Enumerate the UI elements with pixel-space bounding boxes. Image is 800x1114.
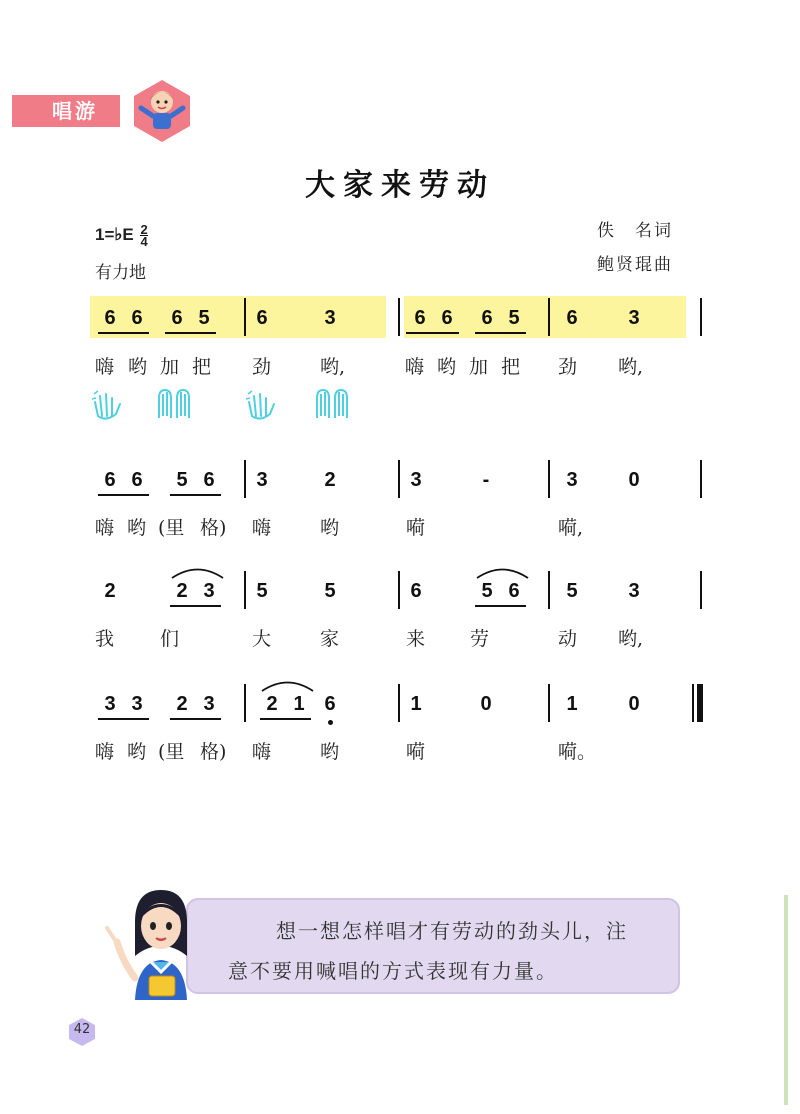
lyric-word: 们 [160, 628, 180, 650]
song-title: 大家来劳动 [305, 168, 495, 203]
bar-line [548, 684, 550, 722]
note: 6 [481, 307, 493, 329]
note: 1 [410, 693, 422, 715]
note: 6 [131, 469, 143, 491]
lyric-word: 哟 [320, 741, 340, 763]
lyric-word: (里 [158, 517, 185, 539]
note: 1 [566, 693, 578, 715]
page-edge-strip [784, 895, 788, 1105]
note: 3 [104, 693, 116, 715]
note: 6 [508, 580, 520, 602]
section-tag-label: 唱游 [52, 99, 98, 123]
clap-gesture-icon [90, 388, 126, 422]
lyric-word: 嗨 [95, 356, 115, 378]
note: 6 [171, 307, 183, 329]
note: - [482, 469, 490, 491]
girl-character-icon [105, 882, 215, 1000]
note: 2 [324, 469, 336, 491]
lyric-word: 哟 [127, 741, 147, 763]
lyric-word: 嗨 [252, 517, 272, 539]
note: 2 [176, 580, 188, 602]
clap-gesture-icon [244, 388, 280, 422]
note: 3 [628, 307, 640, 329]
time-signature-top: 2 [140, 222, 148, 237]
lyric-word: 嗨 [95, 741, 115, 763]
note: 2 [104, 580, 116, 602]
note: 5 [566, 580, 578, 602]
note: 6 [131, 307, 143, 329]
bar-line [548, 571, 550, 609]
note: 6 [566, 307, 578, 329]
lyric-word: 把 [501, 356, 521, 378]
composer-credit: 鲍贤琨曲 [597, 255, 673, 275]
bar-line [700, 460, 702, 498]
tip-text-line-1: 想一想怎样唱才有劳动的劲头儿，注 [276, 919, 628, 943]
final-bar-thick [697, 684, 703, 722]
low-octave-dot [328, 720, 333, 725]
lyric-word: 嗬 [406, 517, 426, 539]
beam-underline [98, 718, 149, 720]
note: 6 [410, 580, 422, 602]
final-bar-thin [692, 684, 694, 722]
key-signature: 1=♭E $\frac{2}{4}$ [95, 222, 148, 249]
note: 5 [198, 307, 210, 329]
note: 3 [410, 469, 422, 491]
lyric-word: 嗨 [95, 517, 115, 539]
lyricist-credit: 佚 名词 [597, 221, 673, 241]
lyric-word: 格) [200, 517, 227, 539]
note: 1 [293, 693, 305, 715]
lyric-word: 哟 [127, 517, 147, 539]
note: 5 [508, 307, 520, 329]
note: 5 [176, 469, 188, 491]
beam-underline [475, 332, 526, 334]
tempo-marking: 有力地 [95, 263, 146, 283]
bar-line [398, 571, 400, 609]
beam-underline [260, 718, 311, 720]
note: 3 [203, 580, 215, 602]
lyric-word: 嗨 [252, 741, 272, 763]
bar-line [244, 684, 246, 722]
bar-line [398, 460, 400, 498]
lyric-word: 把 [192, 356, 212, 378]
lyric-word: 我 [95, 628, 115, 650]
note: 0 [480, 693, 492, 715]
note: 6 [104, 307, 116, 329]
lyric-word: 劲 [558, 356, 578, 378]
note: 6 [414, 307, 426, 329]
lyric-word: 加 [160, 356, 180, 378]
lyric-word: 哟 [437, 356, 457, 378]
note: 3 [566, 469, 578, 491]
beam-underline [170, 718, 221, 720]
lyric-word: 嗨 [405, 356, 425, 378]
bar-line [244, 460, 246, 498]
note: 3 [324, 307, 336, 329]
note: 3 [256, 469, 268, 491]
note: 3 [131, 693, 143, 715]
lyric-word: 大 [252, 628, 272, 650]
beam-underline [475, 605, 526, 607]
beam-underline [170, 605, 221, 607]
boy-character-icon [129, 78, 195, 144]
lyric-word: 格) [200, 741, 227, 763]
lyric-word: 动 [558, 628, 578, 650]
slur-tie [475, 565, 530, 579]
lyric-word: 家 [320, 628, 340, 650]
bar-line [398, 298, 400, 336]
note: 0 [628, 693, 640, 715]
bar-line [700, 298, 702, 336]
note: 5 [481, 580, 493, 602]
note: 0 [628, 469, 640, 491]
pat-thighs-gesture-icon [313, 386, 351, 422]
lyric-word: 劲 [252, 356, 272, 378]
note: 6 [441, 307, 453, 329]
note: 6 [256, 307, 268, 329]
tip-text-line-2: 意不要用喊唱的方式表现有力量。 [228, 959, 558, 983]
note: 2 [266, 693, 278, 715]
lyric-word: 来 [406, 628, 426, 650]
lyric-word: 哟, [618, 628, 644, 650]
lyric-word: (里 [158, 741, 185, 763]
beam-underline [98, 332, 149, 334]
lyric-word: 哟, [618, 356, 644, 378]
bar-line [700, 571, 702, 609]
slur-tie [260, 678, 315, 692]
lyric-word: 哟 [320, 517, 340, 539]
note: 6 [203, 469, 215, 491]
pat-thighs-gesture-icon [155, 386, 193, 422]
beam-underline [170, 494, 221, 496]
page-number: 42 [73, 1022, 91, 1037]
lyric-word: 哟, [320, 356, 346, 378]
note: 6 [104, 469, 116, 491]
bar-line [548, 298, 550, 336]
beam-underline [165, 332, 216, 334]
time-signature-bottom: 4 [140, 234, 148, 249]
note: 5 [324, 580, 336, 602]
beam-underline [406, 332, 459, 334]
note: 3 [628, 580, 640, 602]
lyric-word: 嗬 [406, 741, 426, 763]
bar-line [244, 571, 246, 609]
beam-underline [98, 494, 149, 496]
note: 3 [203, 693, 215, 715]
lyric-word: 加 [469, 356, 489, 378]
lyric-word: 嗬。 [558, 741, 597, 763]
bar-line [548, 460, 550, 498]
note: 2 [176, 693, 188, 715]
bar-line [398, 684, 400, 722]
lyric-word: 哟 [128, 356, 148, 378]
note: 6 [324, 693, 336, 715]
slur-tie [170, 565, 225, 579]
lyric-word: 嗬, [558, 517, 584, 539]
lyric-word: 劳 [470, 628, 490, 650]
bar-line [244, 298, 246, 336]
note: 5 [256, 580, 268, 602]
